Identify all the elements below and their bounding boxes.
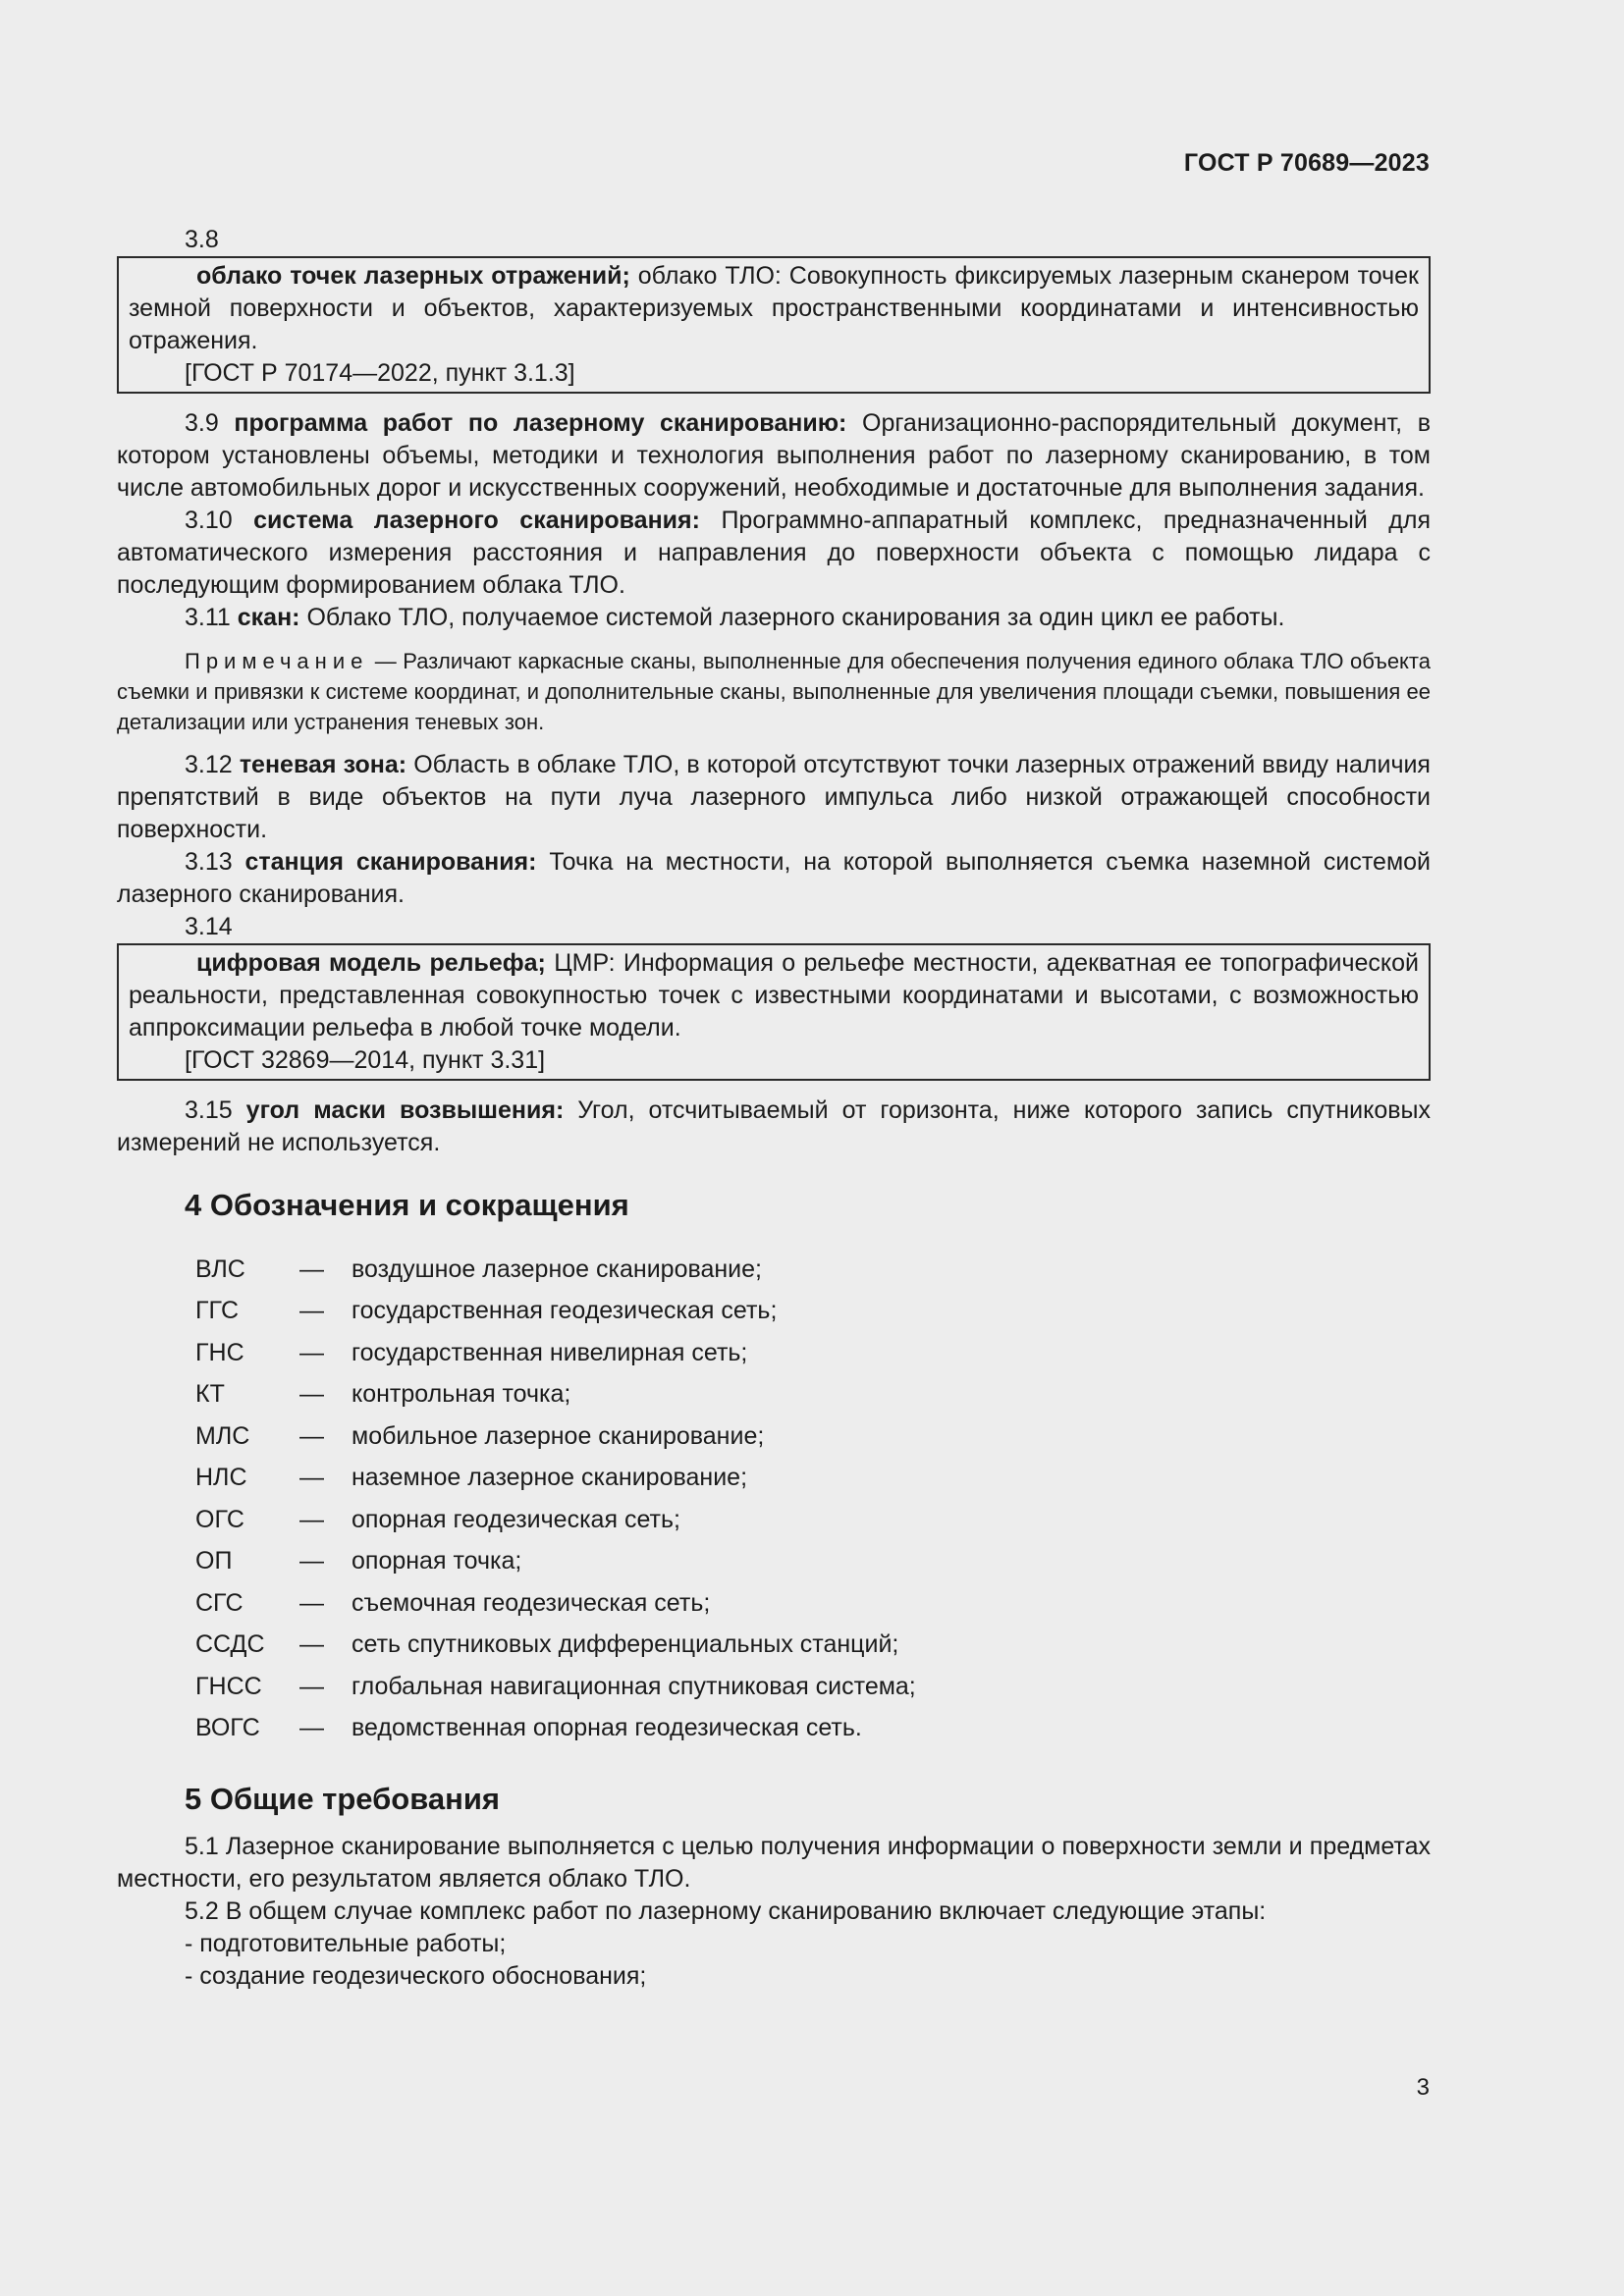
abbreviation-text: наземное лазерное сканирование; (352, 1464, 748, 1492)
abbreviation-dash: — (299, 1588, 324, 1617)
document-header: ГОСТ Р 70689—2023 (1183, 149, 1430, 177)
term-name: цифровая модель рельефа; (196, 949, 546, 977)
abbreviation-dash: — (299, 1464, 324, 1492)
term-number: 3.9 (185, 409, 235, 437)
abbreviation-text: воздушное лазерное сканирование; (352, 1255, 762, 1283)
abbreviation-row (195, 1708, 916, 1750)
section-4-title: 4 Обозначения и сокращения (185, 1188, 629, 1222)
abbreviation-row (195, 1415, 916, 1458)
term-text: ЦМР: Информация о рельефе местности, адекватная ее топографической реальности, представленная совокупностью точек с известными координатами и высотами, с возможностью аппроксимации рельефа в любой точке модели. (129, 949, 1419, 1041)
list-item: - создание геодезического обоснования; (185, 1962, 647, 1990)
abbreviation-code: ГНС (195, 1338, 244, 1366)
abbreviation-dash: — (299, 1505, 324, 1533)
paragraph-5-2: 5.2 В общем случае комплекс работ по лазерному сканированию включает следующие этапы: (185, 1897, 1267, 1925)
page-content (117, 224, 1431, 1993)
term-name: теневая зона: (239, 751, 407, 778)
abbreviation-row (195, 1332, 916, 1374)
term-text: облако ТЛО: Совокупность фиксируемых лазерным сканером точек земной поверхности и объектов, характеризуемых пространственными координатами и интенсивностью отражения. (129, 262, 1419, 354)
term-number: 3.8 (185, 226, 219, 253)
term-name: угол маски возвышения: (245, 1096, 565, 1124)
term-name: скан: (237, 604, 300, 631)
abbreviation-text: мобильное лазерное сканирование; (352, 1421, 765, 1450)
abbreviation-code: СГС (195, 1588, 244, 1617)
note-text: — Различают каркасные сканы, выполненные для обеспечения получения единого облака ТЛО объекта съемки и привязки к системе координат, и дополнительные сканы, выполненные для увеличения площади съемки, повышения ее детализации или устранения теневых зон. (117, 649, 1431, 734)
abbreviation-text: глобальная навигационная спутниковая система; (352, 1672, 916, 1700)
abbreviation-text: контрольная точка; (352, 1380, 571, 1409)
term-text: Угол, отсчитываемый от горизонта, ниже которого запись спутниковых измерений не используется. (117, 1096, 1431, 1156)
term-text: Облако ТЛО, получаемое системой лазерного сканирования за один цикл ее работы. (299, 604, 1285, 631)
abbreviation-row (195, 1458, 916, 1500)
abbreviation-row (195, 1582, 916, 1625)
abbreviation-text: съемочная геодезическая сеть; (352, 1588, 711, 1617)
abbreviation-text: опорная геодезическая сеть; (352, 1505, 680, 1533)
list-item: - подготовительные работы; (185, 1930, 507, 1957)
term-name: облако точек лазерных отражений; (196, 262, 630, 290)
section-5-title: 5 Общие требования (185, 1782, 500, 1816)
abbreviation-dash: — (299, 1297, 324, 1325)
note (117, 646, 1431, 737)
term-text: Организационно-распорядительный документ, в котором установлены объемы, методики и технология выполнения работ по лазерному сканированию, в том числе автомобильных дорог и искусственных сооружений, необходимые и достаточные для выполнения задания. (117, 409, 1432, 502)
term-number: 3.14 (185, 913, 233, 940)
abbreviation-row (195, 1249, 916, 1291)
note-label: Примечание (185, 649, 369, 673)
term-text: Область в облаке ТЛО, в которой отсутствуют точки лазерных отражений ввиду наличия препятствий в виде объектов на пути луча лазерного импульса либо низкой отражающей способности поверхности. (117, 751, 1431, 843)
term-number: 3.15 (185, 1096, 246, 1124)
abbreviation-row (195, 1625, 916, 1667)
term-3-10 (117, 505, 1431, 602)
term-text: Программно-аппаратный комплекс, предназначенный для автоматического измерения расстояния и направления до поверхности объекта с помощью лидара с последующим формированием облака ТЛО. (117, 507, 1431, 599)
abbreviation-text: ведомственная опорная геодезическая сеть. (352, 1714, 862, 1742)
term-box-3-14 (117, 943, 1431, 1081)
abbreviation-code: ВОГС (195, 1714, 260, 1742)
abbreviation-code: МЛС (195, 1421, 250, 1450)
term-definition (129, 260, 1419, 357)
paragraph-5-1: 5.1 Лазерное сканирование выполняется с целью получения информации о поверхности земли и предметах местности, его результатом является облако ТЛО. (117, 1833, 1431, 1893)
term-name: программа работ по лазерному сканированию: (234, 409, 847, 437)
abbreviation-code: ССДС (195, 1630, 265, 1659)
term-3-13 (117, 846, 1431, 911)
term-definition (129, 947, 1419, 1044)
term-3-15 (117, 1095, 1431, 1159)
term-source: [ГОСТ Р 70174—2022, пункт 3.1.3] (185, 359, 575, 387)
abbreviation-row (195, 1291, 916, 1333)
abbreviation-text: государственная нивелирная сеть; (352, 1338, 748, 1366)
abbreviation-code: ОГС (195, 1505, 244, 1533)
term-3-11 (117, 602, 1431, 634)
term-3-12 (117, 749, 1431, 846)
abbreviation-dash: — (299, 1421, 324, 1450)
term-source: [ГОСТ 32869—2014, пункт 3.31] (185, 1046, 546, 1074)
abbreviation-code: КТ (195, 1380, 225, 1409)
abbreviation-text: опорная точка; (352, 1547, 522, 1575)
term-text: Точка на местности, на которой выполняется съемка наземной системой лазерного сканирования. (117, 848, 1432, 908)
term-name: станция сканирования: (244, 848, 537, 876)
abbreviation-text: сеть спутниковых дифференциальных станций; (352, 1630, 899, 1659)
abbreviation-dash: — (299, 1380, 324, 1409)
abbreviation-row (195, 1374, 916, 1416)
abbreviation-code: ВЛС (195, 1255, 245, 1283)
abbreviation-dash: — (299, 1338, 324, 1366)
abbreviation-code: ГНСС (195, 1672, 262, 1700)
term-number: 3.12 (185, 751, 240, 778)
abbreviation-dash: — (299, 1255, 324, 1283)
term-number: 3.11 (185, 604, 238, 631)
term-3-9 (117, 407, 1431, 505)
abbreviation-text: государственная геодезическая сеть; (352, 1297, 778, 1325)
abbreviation-code: ОП (195, 1547, 233, 1575)
term-box-3-8 (117, 256, 1431, 394)
abbreviation-row (195, 1666, 916, 1708)
abbreviation-code: ГГС (195, 1297, 240, 1325)
abbreviation-dash: — (299, 1672, 324, 1700)
abbreviation-row (195, 1499, 916, 1541)
term-name: система лазерного сканирования: (253, 507, 700, 534)
abbreviation-dash: — (299, 1547, 324, 1575)
abbreviations-table (195, 1249, 916, 1749)
abbreviation-dash: — (299, 1714, 324, 1742)
abbreviation-dash: — (299, 1630, 324, 1659)
term-number: 3.13 (185, 848, 245, 876)
abbreviation-code: НЛС (195, 1464, 247, 1492)
term-number: 3.10 (185, 507, 254, 534)
page-number: 3 (1416, 2074, 1430, 2101)
abbreviation-row (195, 1541, 916, 1583)
